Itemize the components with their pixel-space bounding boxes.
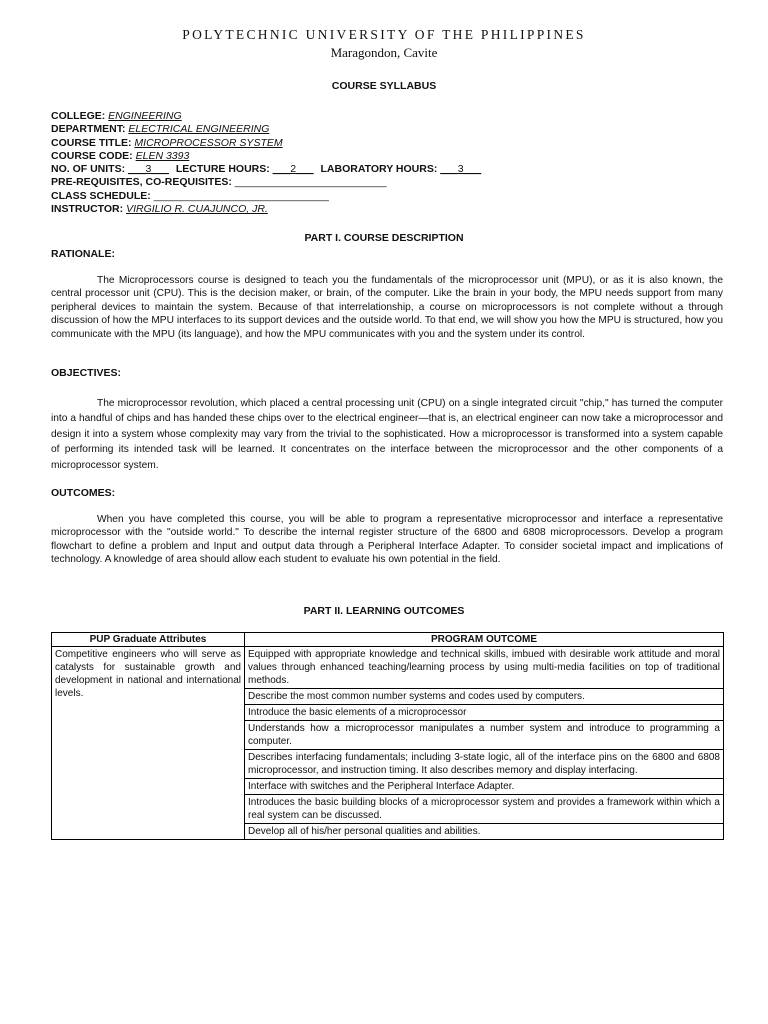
units-label: NO. OF UNITS: bbox=[51, 163, 126, 176]
laboratory-hours-label: LABORATORY HOURS: bbox=[320, 163, 438, 176]
hours-row bbox=[51, 163, 721, 176]
college-value: ENGINEERING bbox=[108, 110, 182, 122]
college-label: COLLEGE: bbox=[51, 110, 106, 122]
prerequisites-value: __________________________ bbox=[234, 176, 387, 189]
course-code-label: COURSE CODE: bbox=[51, 149, 133, 162]
course-title-label: COURSE TITLE: bbox=[51, 136, 132, 149]
campus-name: Maragondon, Cavite bbox=[330, 45, 438, 60]
document-title: COURSE SYLLABUS bbox=[331, 80, 437, 92]
rationale-heading: RATIONALE: bbox=[51, 248, 115, 260]
program-outcome-cell: Describe the most common number systems and codes used by computers. bbox=[245, 689, 724, 705]
program-outcome-cell: Equipped with appropriate knowledge and technical skills, imbued with desirable work attitude and moral values through enhanced teaching/learning process by using multi-media facilities on top of traditional methods. bbox=[245, 647, 724, 689]
table-row bbox=[52, 647, 724, 689]
learning-outcomes-table bbox=[51, 632, 724, 840]
part1-title: PART I. COURSE DESCRIPTION bbox=[304, 232, 464, 244]
department-value: ELECTRICAL ENGINEERING bbox=[128, 123, 270, 136]
outcomes-heading: OUTCOMES: bbox=[51, 487, 116, 499]
program-outcome-cell: Understands how a microprocessor manipulates a number system and introduce to programming a computer. bbox=[245, 721, 724, 750]
objectives-heading: OBJECTIVES: bbox=[51, 367, 122, 379]
course-code-value: ELEN 3393 bbox=[135, 149, 190, 162]
program-outcome-cell: Introduce the basic elements of a microprocessor bbox=[245, 705, 724, 721]
table-header-row bbox=[52, 633, 724, 647]
units-value: ___3___ bbox=[128, 163, 169, 176]
course-code-row bbox=[51, 150, 721, 163]
rationale-text: The Microprocessors course is designed to teach you the fundamentals of the microprocessor unit (MPU), or as it is also known, the central processor unit (CPU). This is the decision maker, or brain, of the computer. Like the brain in your body, the MPU needs support from many peripheral devices to maintain the system. Because of that interrelationship, a course on microprocessors is not complete without a through discussion of how the MPU interfaces to its support devices and the outside world. To that end, we will show you how the MPU is structured, how you communicate with the MPU (its language), and how the MPU communicates with you and the system under its control. bbox=[51, 275, 723, 340]
class-schedule-label: CLASS SCHEDULE: bbox=[51, 189, 151, 202]
lecture-hours-value: ___2___ bbox=[272, 163, 314, 176]
class-schedule-value: ______________________________ bbox=[153, 189, 329, 202]
prerequisites-label: PRE-REQUISITES, CO-REQUISITES: bbox=[51, 176, 232, 189]
instructor-value: VIRGILIO R. CUAJUNCO, JR. bbox=[126, 203, 268, 216]
university-name: POLYTECHNIC UNIVERSITY OF THE PHILIPPINES bbox=[182, 27, 586, 42]
class-schedule-row bbox=[51, 190, 721, 203]
laboratory-hours-value: ___3___ bbox=[440, 163, 482, 176]
program-outcome-cell: Introduces the basic building blocks of a microprocessor system and provides a framework within which a real system can be discussed. bbox=[245, 795, 724, 824]
outcomes-text: When you have completed this course, you will be able to program a representative microprocessor and interface a representative microprocessor with the "outside world." To describe the internal register structure of the 6800 and 6808 microprocessors. Develop a program flowchart to define a problem and Input and output data through a Peripheral Interface Adapter. To consider societal impact and implications of technology. A knowledge of area should allow each student to evaluate his own potential in the field. bbox=[51, 514, 723, 566]
course-info bbox=[51, 110, 721, 216]
department-label: DEPARTMENT: bbox=[51, 123, 126, 136]
instructor-row bbox=[51, 203, 721, 216]
department-row bbox=[51, 123, 721, 136]
program-outcome-cell: Describes interfacing fundamentals; including 3-state logic, all of the interface pins on the 6800 and 6808 microprocessor, and instruction timing. It also describes memory and display interfacing. bbox=[245, 750, 724, 779]
course-title-row bbox=[51, 137, 721, 150]
objectives-text: The microprocessor revolution, which placed a central processing unit (CPU) on a single integrated circuit "chip," has turned the computer into a handful of chips and has handed these chips over to the electrical engineer—that is, an electrical engineer can now take a microprocessor and design it into a system whose complexity may vary from the trivial to the sophisticated. How a microprocessor is transformed into a system capable of performing its intended task will be learned. It concentrates on the interface between the microprocessor and the other components of a microprocessor system. bbox=[51, 398, 723, 471]
course-title-value: MICROPROCESSOR SYSTEM bbox=[134, 136, 283, 149]
instructor-label: INSTRUCTOR: bbox=[51, 203, 124, 216]
part2-title: PART II. LEARNING OUTCOMES bbox=[303, 605, 465, 617]
program-outcome-cell: Develop all of his/her personal qualities and abilities. bbox=[245, 824, 724, 840]
lecture-hours-label: LECTURE HOURS: bbox=[175, 163, 270, 176]
prerequisites-row bbox=[51, 176, 721, 189]
program-outcome-header: PROGRAM OUTCOME bbox=[245, 633, 724, 647]
graduate-attribute-cell: Competitive engineers who will serve as catalysts for sustainable growth and development in national and international levels. bbox=[52, 647, 245, 840]
college-row bbox=[51, 110, 721, 123]
graduate-attributes-header: PUP Graduate Attributes bbox=[52, 633, 245, 647]
program-outcome-cell: Interface with switches and the Peripheral Interface Adapter. bbox=[245, 779, 724, 795]
